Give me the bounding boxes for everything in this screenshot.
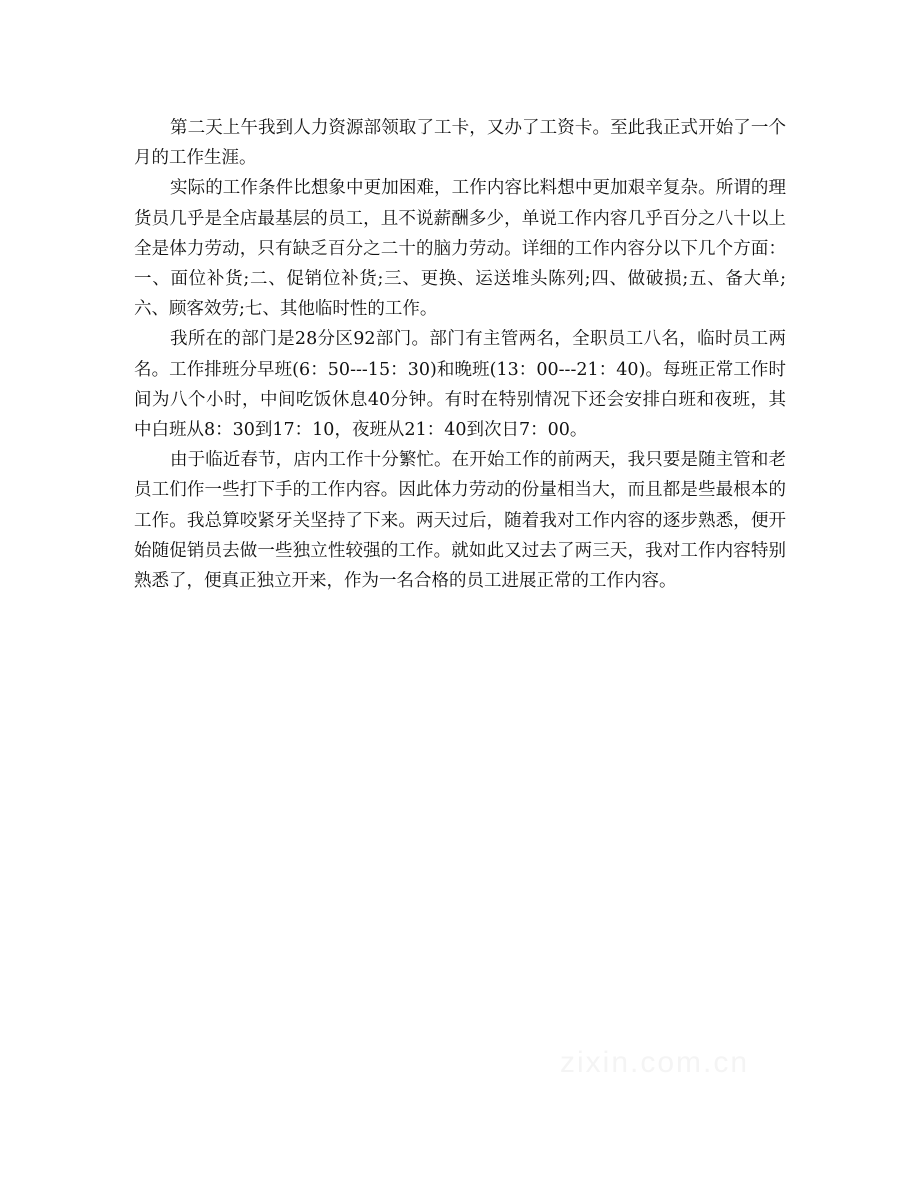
watermark: zixin.com.cn [560,1046,750,1079]
paragraph-2: 实际的工作条件比想象中更加困难，工作内容比料想中更加艰辛复杂。所谓的理货员几乎是全店最基层的员工，且不说薪酬多少，单说工作内容几乎百分之八十以上全是体力劳动，只有缺乏百分之二十的脑力劳动。详细的工作内容分以下几个方面：一、面位补货;二、促销位补货;三、更换、运送堆头陈列;四、做破损;五、备大单;六、顾客效劳;七、其他临时性的工作。 [134,178,786,320]
paragraph-4: 由于临近春节，店内工作十分繁忙。在开始工作的前两天，我只要是随主管和老员工们作一些打下手的工作内容。因此体力劳动的份量相当大，而且都是些最根本的工作。我总算咬紧牙关坚持了下来。两天过后，随着我对工作内容的逐步熟悉，便开始随促销员去做一些独立性较强的工作。就如此又过去了两三天，我对工作内容特别熟悉了，便真正独立开来，作为一名合格的员工进展正常的工作内容。 [134,450,786,592]
paragraph-3: 我所在的部门是28分区92部门。部门有主管两名，全职员工八名，临时员工两名。工作排班分早班(6：50---15：30)和晚班(13：00---21：40)。每班正常工作时间为八个小时，中间吃饭休息40分钟。有时在特别情况下还会安排白班和夜班，其中白班从8：30到17：10，夜班从21：40到次日7：00。 [134,329,786,441]
paragraph-1: 第二天上午我到人力资源部领取了工卡，又办了工资卡。至此我正式开始了一个月的工作生涯。 [134,118,786,169]
document-body [134,113,786,596]
